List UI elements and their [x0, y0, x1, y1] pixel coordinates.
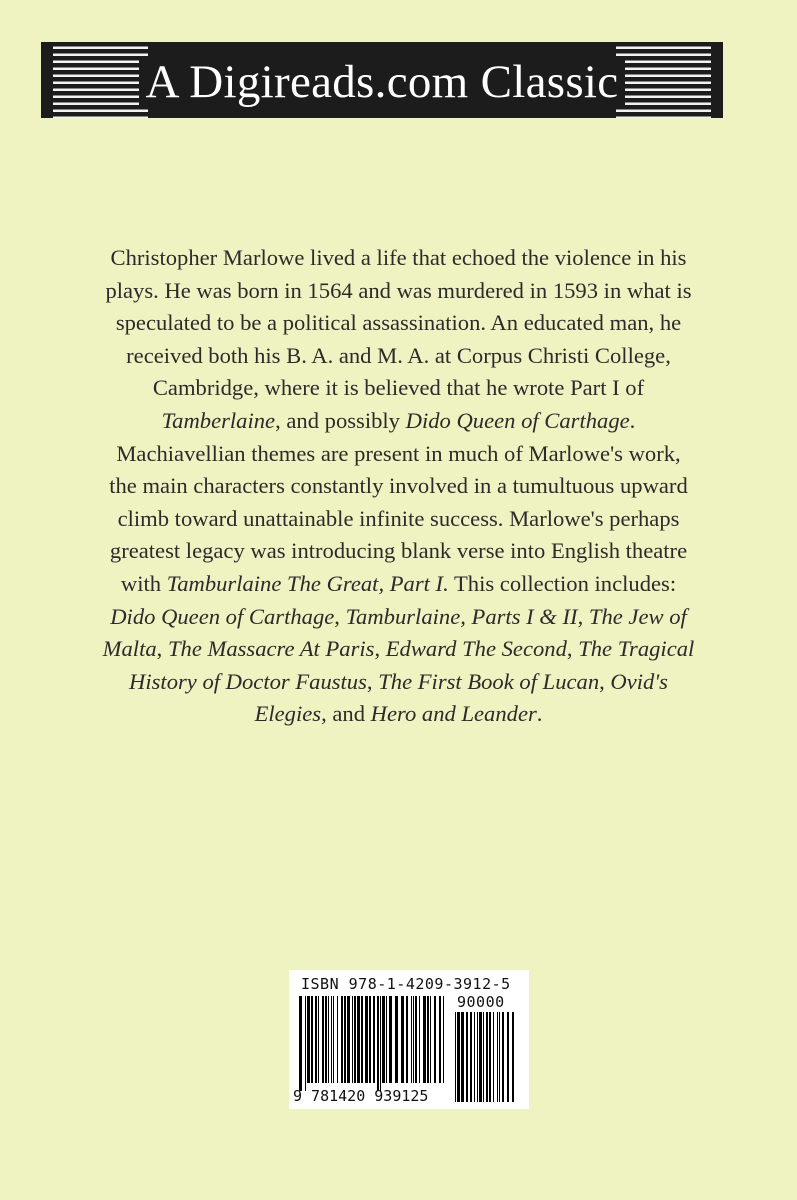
ean-barcode-bars: [299, 996, 447, 1091]
barcode-bar: [305, 996, 306, 1091]
barcode-bar: [357, 996, 360, 1083]
barcode-bar: [493, 1012, 494, 1102]
description-text: ,: [334, 603, 346, 629]
barcode-bar: [466, 1012, 468, 1102]
barcode-bar: [489, 1012, 491, 1102]
barcode-bar: [328, 996, 329, 1083]
series-banner: [41, 42, 723, 118]
description-text: ,: [599, 668, 611, 694]
barcode-bar: [413, 996, 414, 1083]
barcode-bar: [470, 1012, 472, 1102]
barcode-bar: [474, 1012, 475, 1102]
barcode-bar: [483, 1012, 484, 1102]
isbn-barcode: [289, 970, 529, 1109]
description-text: ,: [366, 668, 379, 694]
work-title: Dido Queen of Carthage: [110, 603, 335, 629]
barcode-bar: [427, 996, 429, 1083]
barcode-bar: [512, 1012, 514, 1102]
barcode-bar: [434, 996, 436, 1083]
barcode-bar: [361, 996, 363, 1083]
barcode-bar: [439, 996, 441, 1083]
barcode-bar: [443, 996, 444, 1083]
barcode-bar: [386, 996, 387, 1083]
barcode-bar: [455, 1012, 456, 1102]
barcode-bar: [318, 996, 319, 1083]
price-code: 90000: [457, 993, 505, 1011]
barcode-bar: [389, 996, 392, 1083]
barcode-bar: [373, 996, 375, 1083]
banner-title-text: A Digireads.com Classic: [139, 56, 626, 108]
description-text: ,: [156, 636, 168, 662]
description-text: ,: [577, 603, 589, 629]
barcode-bar: [341, 996, 343, 1083]
barcode-bar: [461, 1012, 464, 1102]
work-title: Tamburlaine, Parts I & II: [345, 603, 578, 629]
barcode-bar: [325, 996, 327, 1083]
barcode-bar: [380, 996, 381, 1091]
barcode-bar: [419, 996, 420, 1083]
barcode-bar: [415, 996, 417, 1083]
barcode-bar: [299, 996, 302, 1091]
work-title: Hero and Leander: [370, 701, 537, 727]
barcode-bar: [307, 996, 310, 1083]
description-text: , and: [321, 701, 371, 727]
barcode-bar: [352, 996, 353, 1083]
barcode-bar: [369, 996, 371, 1083]
work-title: The Tragical History of Doctor Faustus: [129, 636, 695, 694]
description-text: This collection includes:: [448, 570, 677, 596]
description-text: , and possibly: [275, 407, 406, 433]
work-title: The Massacre At Paris: [167, 636, 375, 662]
description-text: ,: [566, 636, 579, 662]
banner-title: [41, 42, 723, 118]
barcode-bar: [322, 996, 324, 1083]
barcode-bar: [507, 1012, 509, 1102]
work-title: The Jew of Malta: [102, 603, 687, 662]
addon-barcode-bars: [455, 1012, 518, 1102]
barcode-bar: [401, 996, 404, 1083]
barcode-bar: [497, 1012, 498, 1102]
barcode-bar: [430, 996, 431, 1083]
barcode-bar: [382, 996, 385, 1083]
barcode-bar: [423, 996, 426, 1083]
barcode-bar: [344, 996, 346, 1083]
description-text: Christopher Marlowe lived a life that echoed the violence in his plays. He was born in 1564 and was murdered in 1593 in what is speculated to be a political assassination. An educated man, he received both his B. A. and M. A. at Corpus Christi College, Cambridge, where it is believed that he wrote Part I of: [105, 245, 692, 401]
description-text: .: [536, 701, 543, 727]
barcode-bar: [333, 996, 334, 1083]
work-title: The First Book of Lucan: [378, 668, 600, 694]
barcode-bar: [337, 996, 338, 1083]
barcode-bar: [315, 996, 317, 1083]
barcode-bar: [502, 1012, 504, 1102]
ean-digits: 9 781420 939125: [293, 1087, 429, 1105]
work-title: Dido Queen of Carthage: [405, 407, 630, 433]
description-text: . Machiavellian themes are present in much of Marlowe's work, the main characters constantly involved in a tumultuous upward climb toward unattainable infinite success. Marlowe's perhaps greatest legacy was introducing blank verse into English theatre with: [109, 407, 688, 596]
barcode-bar: [395, 996, 398, 1083]
work-title: Tamburlaine The Great, Part I.: [166, 570, 449, 596]
barcode-bar: [331, 996, 332, 1083]
barcode-bar: [499, 1012, 500, 1102]
barcode-bar: [486, 1012, 488, 1102]
isbn-label: ISBN 978-1-4209-3912-5: [301, 975, 511, 993]
description-text: ,: [374, 636, 386, 662]
barcode-bar: [406, 996, 408, 1083]
book-description: [100, 242, 697, 731]
barcode-bar: [377, 996, 379, 1091]
barcode-bar: [457, 1012, 460, 1102]
barcode-bar: [479, 1012, 482, 1102]
barcode-bar: [365, 996, 368, 1083]
barcode-bar: [347, 996, 350, 1083]
work-title: Ovid's Elegies: [254, 668, 668, 727]
barcode-bar: [311, 996, 313, 1083]
work-title: Edward The Second: [385, 636, 567, 662]
barcode-bar: [411, 996, 412, 1083]
barcode-bar: [477, 1012, 478, 1102]
barcode-bar: [354, 996, 356, 1083]
work-title: Tamberlaine: [161, 407, 276, 433]
